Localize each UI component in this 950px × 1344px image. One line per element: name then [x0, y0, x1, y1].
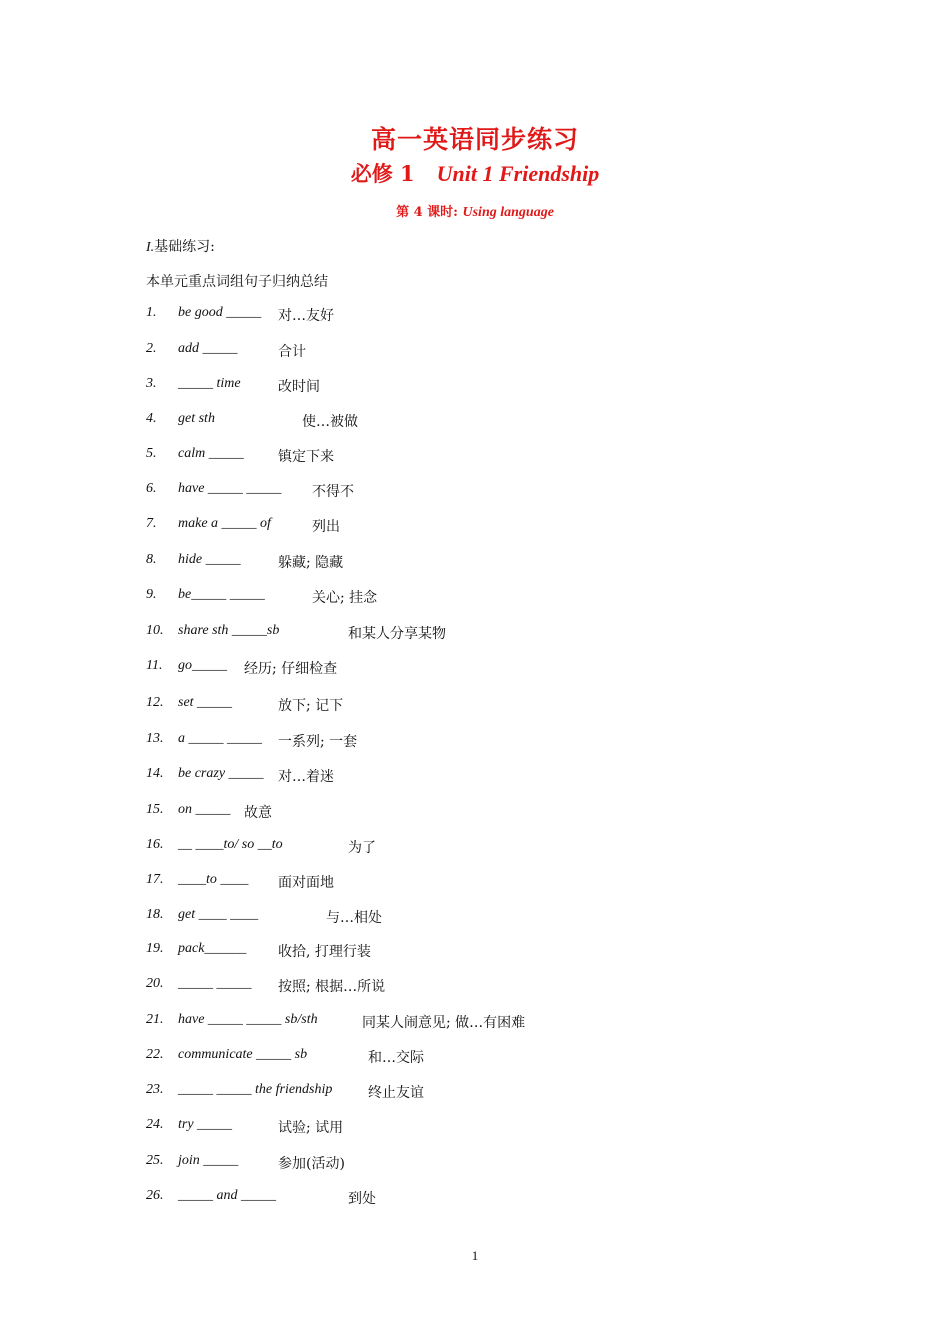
item-chinese-meaning: 终止友谊	[368, 1085, 424, 1101]
item-english-phrase: be good _____	[178, 305, 262, 320]
lesson-en: Using language	[462, 205, 554, 220]
item-number: 12.	[146, 695, 164, 710]
item-chinese-meaning: 躲藏; 隐藏	[278, 555, 344, 571]
item-number: 17.	[146, 872, 164, 887]
lesson-cn: 第 4 课时:	[396, 205, 458, 220]
item-number: 23.	[146, 1082, 164, 1097]
item-english-phrase: be_____ _____	[178, 587, 265, 602]
item-chinese-meaning: 故意	[244, 805, 272, 821]
item-english-phrase: communicate _____ sb	[178, 1047, 308, 1062]
item-number: 11.	[146, 658, 163, 673]
item-english-phrase: on _____	[178, 802, 231, 817]
item-chinese-meaning: 一系列; 一套	[278, 734, 358, 750]
item-english-phrase: get sth	[178, 411, 215, 426]
lesson-title	[0, 201, 950, 221]
item-number: 18.	[146, 907, 164, 922]
item-chinese-meaning: 为了	[348, 840, 376, 856]
item-english-phrase: get ____ ____	[178, 907, 259, 922]
item-english-phrase: try _____	[178, 1117, 233, 1132]
item-chinese-meaning: 到处	[348, 1191, 376, 1207]
item-chinese-meaning: 关心; 挂念	[312, 590, 378, 606]
item-chinese-meaning: 镇定下来	[278, 449, 334, 465]
item-number: 8.	[146, 552, 157, 567]
item-chinese-meaning: 对…着迷	[278, 769, 334, 785]
item-chinese-meaning: 经历; 仔细检查	[244, 661, 338, 677]
module-en: Unit 1 Friendship	[436, 161, 600, 186]
item-english-phrase: ____to ____	[178, 872, 249, 887]
item-number: 7.	[146, 516, 157, 531]
item-number: 21.	[146, 1012, 164, 1027]
item-number: 19.	[146, 941, 164, 956]
item-number: 1.	[146, 305, 157, 320]
item-chinese-meaning: 改时间	[278, 379, 320, 395]
item-english-phrase: have _____ _____ sb/sth	[178, 1012, 318, 1027]
item-number: 6.	[146, 481, 157, 496]
item-chinese-meaning: 不得不	[312, 484, 354, 500]
item-english-phrase: calm _____	[178, 446, 244, 461]
section-heading	[146, 236, 215, 256]
item-english-phrase: go_____	[178, 658, 227, 673]
item-number: 2.	[146, 341, 157, 356]
item-chinese-meaning: 按照; 根据…所说	[278, 979, 386, 995]
item-chinese-meaning: 参加(活动)	[278, 1156, 345, 1172]
page-number: 1	[471, 1248, 479, 1263]
item-chinese-meaning: 与…相处	[326, 910, 382, 926]
item-chinese-meaning: 对…友好	[278, 308, 334, 324]
item-chinese-meaning: 和某人分享某物	[348, 626, 446, 642]
item-chinese-meaning: 试验; 试用	[278, 1120, 344, 1136]
item-english-phrase: add _____	[178, 341, 238, 356]
item-english-phrase: join _____	[178, 1153, 239, 1168]
item-chinese-meaning: 同某人闹意见; 做…有困难	[362, 1015, 526, 1031]
item-number: 9.	[146, 587, 157, 602]
module-cn: 必修 1	[350, 161, 415, 186]
item-english-phrase: _____ _____	[178, 976, 252, 991]
item-chinese-meaning: 和…交际	[368, 1050, 424, 1066]
item-english-phrase: make a _____ of	[178, 516, 271, 531]
item-number: 3.	[146, 376, 157, 391]
page-title: 高一英语同步练习	[370, 125, 579, 154]
item-number: 5.	[146, 446, 157, 461]
item-number: 4.	[146, 411, 157, 426]
item-chinese-meaning: 列出	[312, 519, 340, 535]
item-english-phrase: hide _____	[178, 552, 241, 567]
item-number: 25.	[146, 1153, 164, 1168]
item-number: 16.	[146, 837, 164, 852]
item-number: 10.	[146, 623, 164, 638]
item-english-phrase: be crazy _____	[178, 766, 264, 781]
item-chinese-meaning: 面对面地	[278, 875, 334, 891]
item-english-phrase: _____ time	[178, 376, 241, 391]
item-number: 22.	[146, 1047, 164, 1062]
item-number: 20.	[146, 976, 164, 991]
item-chinese-meaning: 放下; 记下	[278, 698, 344, 714]
section-subtitle: 本单元重点词组句子归纳总结	[146, 274, 328, 290]
item-number: 13.	[146, 731, 164, 746]
item-number: 14.	[146, 766, 164, 781]
item-number: 24.	[146, 1117, 164, 1132]
item-english-phrase: have _____ _____	[178, 481, 282, 496]
module-title	[0, 158, 950, 188]
item-english-phrase: __ ____to/ so __to	[178, 837, 283, 852]
item-english-phrase: _____ and _____	[178, 1188, 276, 1203]
item-number: 26.	[146, 1188, 164, 1203]
item-chinese-meaning: 合计	[278, 344, 306, 360]
item-chinese-meaning: 收拾, 打理行装	[278, 944, 371, 960]
item-english-phrase: _____ _____ the friendship	[178, 1082, 333, 1097]
item-english-phrase: share sth _____sb	[178, 623, 280, 638]
section-label: 基础练习:	[154, 239, 215, 255]
item-chinese-meaning: 使…被做	[302, 414, 358, 430]
item-number: 15.	[146, 802, 164, 817]
item-english-phrase: a _____ _____	[178, 731, 262, 746]
item-english-phrase: set _____	[178, 695, 233, 710]
item-english-phrase: pack______	[178, 941, 247, 956]
section-roman: I.	[146, 240, 155, 255]
